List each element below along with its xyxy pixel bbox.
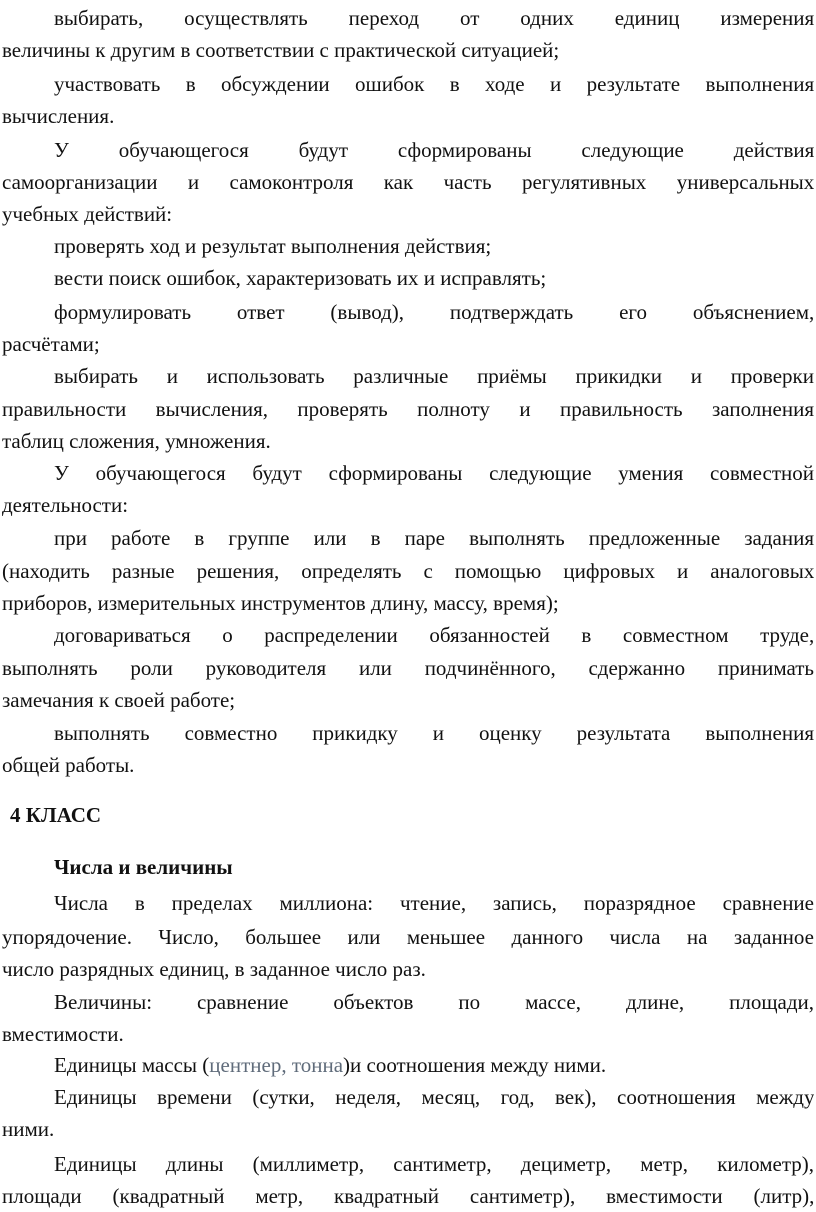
- text-line: учебных действий:: [2, 202, 173, 226]
- text-line: общей работы.: [2, 753, 135, 777]
- text-line: проверять ход и результат выполнения действия;: [54, 234, 492, 258]
- text-line: выбирать, осуществлять переход от одних единиц измерения: [54, 6, 814, 30]
- text-line: Числа в пределах миллиона: чтение, запись, поразрядное сравнение: [54, 891, 814, 915]
- subsection-heading: Числа и величины: [54, 855, 233, 879]
- text-line: самоорганизации и самоконтроля как часть регулятивных универсальных: [2, 170, 814, 194]
- text-line: формулировать ответ (вывод), подтверждать его объяснением,: [54, 300, 814, 324]
- text-line: ними.: [2, 1117, 55, 1141]
- text-line: выполнять совместно прикидку и оценку результата выполнения: [54, 721, 814, 745]
- text-line: (находить разные решения, определять с помощью цифровых и аналоговых: [2, 559, 814, 583]
- text-line: Единицы длины (миллиметр, сантиметр, дециметр, метр, километр),: [54, 1152, 814, 1176]
- section-heading: 4 КЛАСС: [10, 803, 102, 827]
- text-line: таблиц сложения, умножения.: [2, 429, 271, 453]
- text-line: У обучающегося будут сформированы следующие действия: [54, 138, 814, 162]
- text-line: вести поиск ошибок, характеризовать их и исправлять;: [54, 266, 547, 290]
- text-line: выбирать и использовать различные приёмы прикидки и проверки: [54, 364, 814, 388]
- text-line: участвовать в обсуждении ошибок в ходе и результате выполнения: [54, 72, 814, 96]
- text-line: при работе в группе или в паре выполнять предложенные задания: [54, 526, 814, 550]
- text-line: правильности вычисления, проверять полноту и правильность заполнения: [2, 397, 814, 421]
- text-line: Величины: сравнение объектов по массе, длине, площади,: [54, 990, 814, 1014]
- text-line: число разрядных единиц, в заданное число раз.: [2, 957, 426, 981]
- text-line: приборов, измерительных инструментов длину, массу, время);: [2, 591, 559, 615]
- text-fragment: Единицы массы (: [54, 1053, 210, 1077]
- text-line: деятельности:: [2, 493, 129, 517]
- text-line: величины к другим в соответствии с практической ситуацией;: [2, 38, 560, 62]
- text-line: выполнять роли руководителя или подчинённого, сдержанно принимать: [2, 656, 814, 680]
- text-line: замечания к своей работе;: [2, 688, 236, 712]
- text-line: расчётами;: [2, 332, 100, 356]
- text-line: упорядочение. Число, большее или меньшее данного числа на заданное: [2, 925, 814, 949]
- text-line: вычисления.: [2, 104, 115, 128]
- text-line: У обучающегося будут сформированы следующие умения совместной: [54, 461, 814, 485]
- highlighted-units: центнер, тонна: [209, 1053, 344, 1077]
- text-line: договариваться о распределении обязанностей в совместном труде,: [54, 623, 814, 647]
- text-line: площади (квадратный метр, квадратный сантиметр), вместимости (литр),: [2, 1184, 814, 1208]
- text-line: Единицы времени (сутки, неделя, месяц, год, век), соотношения между: [54, 1085, 814, 1109]
- text-line: [54, 1049, 606, 1081]
- text-fragment: )и соотношения между ними.: [343, 1053, 607, 1077]
- text-line: вместимости.: [2, 1022, 124, 1046]
